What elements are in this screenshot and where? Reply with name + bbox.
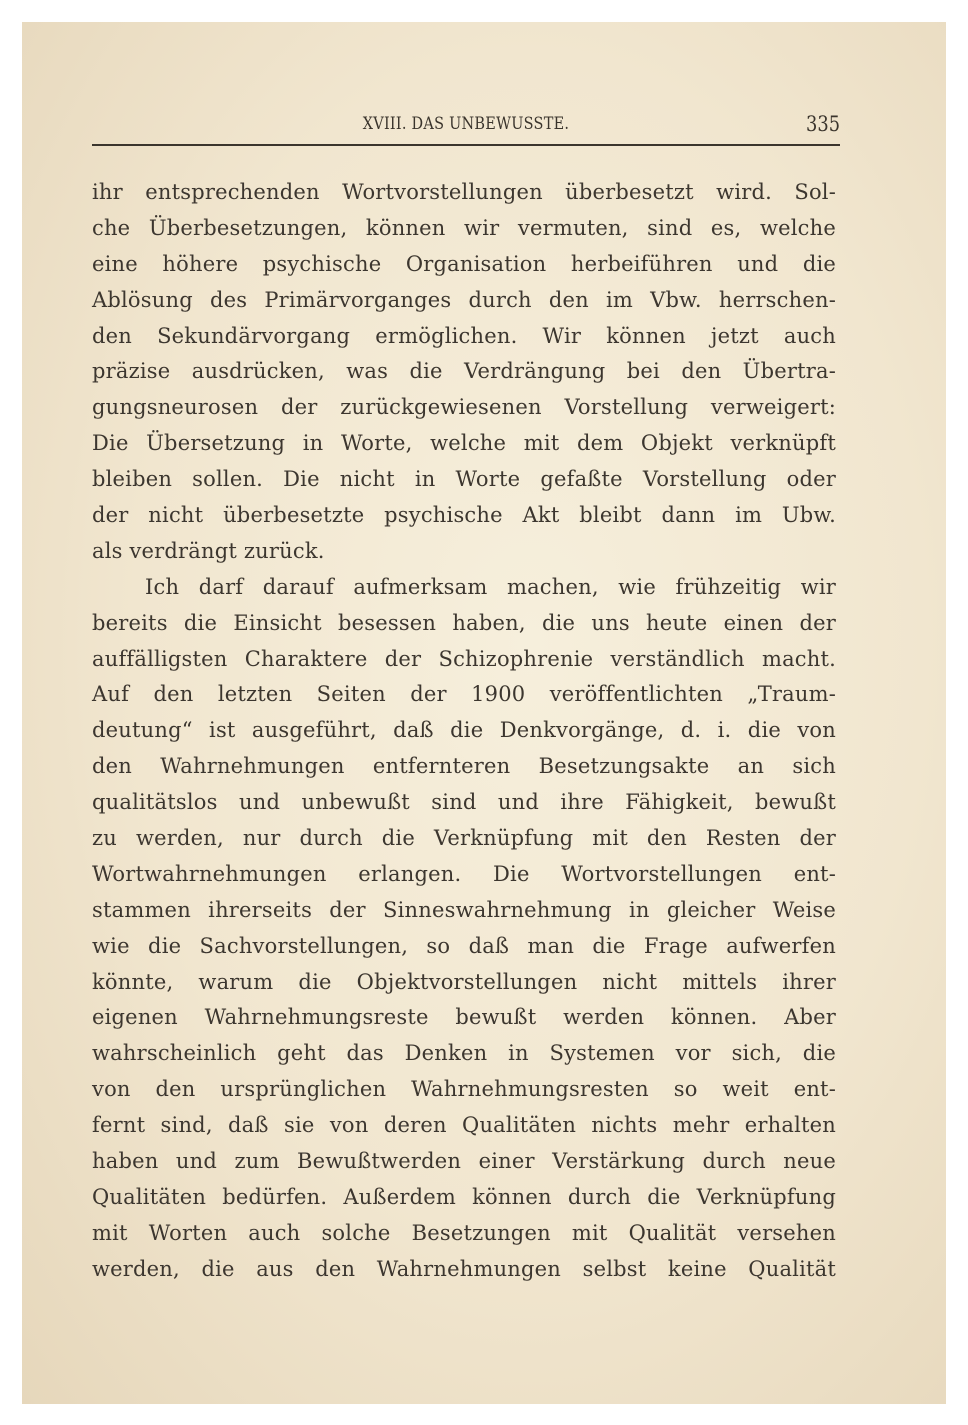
text-line xyxy=(92,965,836,1001)
text-line-content: eine höhere psychische Organisation herbeiführen und die xyxy=(92,251,836,276)
text-line-content: als verdrängt zurück. xyxy=(92,538,325,563)
text-line xyxy=(92,1144,836,1180)
text-line-content: den Wahrnehmungen entfernteren Besetzungsakte an sich xyxy=(92,754,836,779)
text-line-content: Wortwahrnehmungen erlangen. Die Wortvorstellungen ent- xyxy=(92,861,836,886)
text-line-content: bleiben sollen. Die nicht in Worte gefaßte Vorstellung oder xyxy=(92,467,836,492)
text-line-content: von den ursprünglichen Wahrnehmungsresten so weit ent- xyxy=(92,1077,836,1102)
text-line-content: auffälligsten Charaktere der Schizophrenie verständlich macht. xyxy=(92,646,836,671)
text-line xyxy=(92,283,836,319)
text-line xyxy=(92,713,836,749)
text-line xyxy=(92,1180,836,1216)
text-line xyxy=(92,1108,836,1144)
text-line xyxy=(92,785,836,821)
text-line xyxy=(92,426,836,462)
text-line xyxy=(92,857,836,893)
text-line xyxy=(92,821,836,857)
text-line xyxy=(92,534,836,570)
text-line xyxy=(92,211,836,247)
body-text xyxy=(92,175,836,1288)
text-line-content: mit Worten auch solche Besetzungen mit Qualität versehen xyxy=(92,1220,836,1245)
text-line-content: könnte, warum die Objektvorstellungen nicht mittels ihrer xyxy=(92,969,836,994)
header-rule xyxy=(92,144,840,146)
text-line-content: gungsneurosen der zurückgewiesenen Vorstellung verweigert: xyxy=(92,395,836,420)
text-line-content: deutung“ ist ausgeführt, daß die Denkvorgänge, d. i. die von xyxy=(92,718,836,743)
text-line-content: haben und zum Bewußtwerden einer Verstärkung durch neue xyxy=(92,1149,836,1174)
text-line-content: Die Übersetzung in Worte, welche mit dem Objekt verknüpft xyxy=(92,431,836,456)
text-line xyxy=(92,749,836,785)
text-line xyxy=(92,319,836,355)
text-line xyxy=(92,606,836,642)
text-line-content: ihr entsprechenden Wortvorstellungen überbesetzt wird. Sol- xyxy=(92,180,836,204)
text-line xyxy=(92,1000,836,1036)
text-line xyxy=(92,247,836,283)
text-line xyxy=(92,390,836,426)
text-line-content: der nicht überbesetzte psychische Akt bleibt dann im Ubw. xyxy=(92,503,836,528)
text-line-content: che Überbesetzungen, können wir vermuten, sind es, welche xyxy=(92,215,836,240)
text-line xyxy=(92,570,836,606)
text-line xyxy=(92,462,836,498)
text-line-content: zu werden, nur durch die Verknüpfung mit den Resten der xyxy=(92,826,836,851)
text-line-content: präzise ausdrücken, was die Verdrängung bei den Übertra- xyxy=(92,359,836,384)
text-line xyxy=(92,1216,836,1252)
page-number: 335 xyxy=(805,112,840,136)
text-line-content: Qualitäten bedürfen. Außerdem können durch die Verknüpfung xyxy=(92,1184,836,1209)
text-line-content: werden, die aus den Wahrnehmungen selbst keine Qualität xyxy=(92,1256,836,1281)
text-line-content: Ich darf darauf aufmerksam machen, wie frühzeitig wir xyxy=(145,574,836,599)
text-line xyxy=(92,893,836,929)
text-line-content: qualitätslos und unbewußt sind und ihre Fähigkeit, bewußt xyxy=(92,790,836,815)
text-line-content: fernt sind, daß sie von deren Qualitäten nichts mehr erhalten xyxy=(92,1113,836,1138)
text-line xyxy=(92,175,836,211)
text-line xyxy=(92,642,836,678)
text-line xyxy=(92,1072,836,1108)
text-line xyxy=(92,677,836,713)
text-line xyxy=(92,498,836,534)
text-line xyxy=(92,1252,836,1288)
text-line-content: eigenen Wahrnehmungsreste bewußt werden können. Aber xyxy=(92,1005,836,1030)
text-line-content: Auf den letzten Seiten der 1900 veröffentlichten „Traum- xyxy=(92,682,836,707)
text-line-content: den Sekundärvorgang ermöglichen. Wir können jetzt auch xyxy=(92,323,836,348)
text-line xyxy=(92,929,836,965)
text-line-content: wahrscheinlich geht das Denken in Systemen vor sich, die xyxy=(92,1041,836,1066)
text-line xyxy=(92,354,836,390)
text-line-content: bereits die Einsicht besessen haben, die uns heute einen der xyxy=(92,610,836,635)
text-line-content: Ablösung des Primärvorganges durch den im Vbw. herrschen- xyxy=(92,287,836,312)
text-line-content: wie die Sachvorstellungen, so daß man die Frage aufwerfen xyxy=(92,933,836,958)
text-line-content: stammen ihrerseits der Sinneswahrnehmung in gleicher Weise xyxy=(92,897,836,922)
page-header xyxy=(92,112,840,142)
text-line xyxy=(92,1036,836,1072)
running-title: XVIII. DAS UNBEWUSSTE. xyxy=(362,114,570,134)
